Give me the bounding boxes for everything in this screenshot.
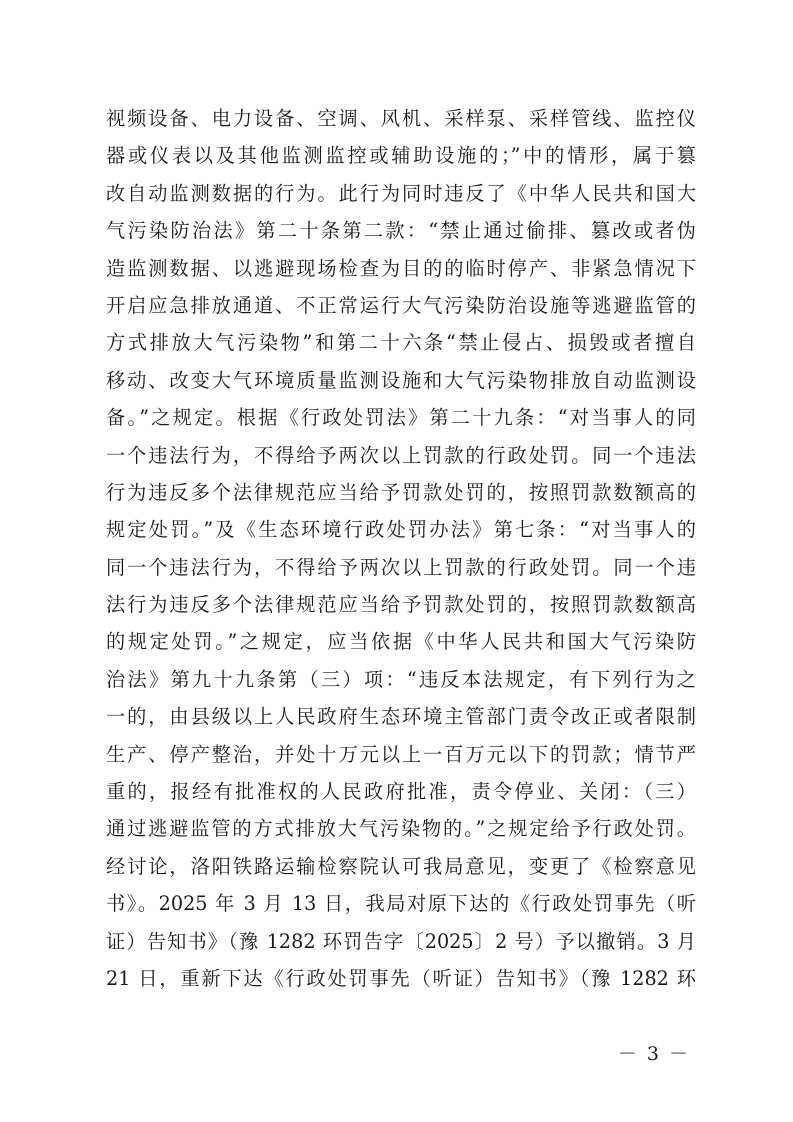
text-line: 通过逃避监管的方式排放大气污染物的。”之规定给予行政处罚。 (106, 817, 696, 841)
text-line: 经讨论，洛阳铁路运输检察院认可我局意见，变更了《检察意见 (106, 854, 696, 878)
text-line: 移动、改变大气环境质量监测设施和大气污染物排放自动监测设 (106, 368, 696, 392)
text-line: 生产、停产整治，并处十万元以上一百万元以下的罚款；情节严 (106, 742, 696, 766)
text-line: 同一个违法行为，不得给予两次以上罚款的行政处罚。同一个违 (106, 555, 696, 579)
text-line: 书》。2025 年 3 月 13 日，我局对原下达的《行政处罚事先（听 (106, 892, 696, 916)
text-line: 治法》第九十九条第（三）项：“违反本法规定，有下列行为之 (106, 667, 696, 691)
text-line: 的规定处罚。”之规定，应当依据《中华人民共和国大气污染防 (106, 630, 696, 654)
text-line: 造监测数据、以逃避现场检查为目的的临时停产、非紧急情况下 (106, 256, 696, 280)
text-line: 法行为违反多个法律规范应当给予罚款处罚的，按照罚款数额高 (106, 593, 696, 617)
text-line: 证）告知书》（豫 1282 环罚告字〔2025〕2 号）予以撤销。3 月 (106, 929, 696, 953)
text-line: 开启应急排放通道、不正常运行大气污染防治设施等逃避监管的 (106, 293, 696, 317)
text-line: 改自动监测数据的行为。此行为同时违反了《中华人民共和国大 (106, 181, 696, 205)
document-body (106, 100, 696, 997)
text-line: 21 日，重新下达《行政处罚事先（听证）告知书》（豫 1282 环 (106, 966, 696, 990)
text-line: 气污染防治法》第二十条第二款：“禁止通过偷排、篡改或者伪 (106, 219, 696, 243)
text-line: 一的，由县级以上人民政府生态环境主管部门责令改正或者限制 (106, 705, 696, 729)
text-line: 方式排放大气污染物”和第二十六条“禁止侵占、损毁或者擅自 (106, 331, 696, 355)
page-number: － 3 － (617, 1043, 690, 1065)
text-line: 重的，报经有批准权的人民政府批准，责令停业、关闭：（三） (106, 780, 696, 804)
text-line: 视频设备、电力设备、空调、风机、采样泵、采样管线、监控仪 (106, 107, 696, 130)
text-line: 行为违反多个法律规范应当给予罚款处罚的，按照罚款数额高的 (106, 480, 696, 504)
text-line: 器或仪表以及其他监测监控或辅助设施的；”中的情形，属于篡 (106, 144, 696, 168)
text-line: 一个违法行为，不得给予两次以上罚款的行政处罚。同一个违法 (106, 443, 696, 467)
text-line: 规定处罚。”及《生态环境行政处罚办法》第七条：“对当事人的 (106, 518, 696, 542)
text-line: 备。”之规定。根据《行政处罚法》第二十九条：“对当事人的同 (106, 406, 696, 430)
